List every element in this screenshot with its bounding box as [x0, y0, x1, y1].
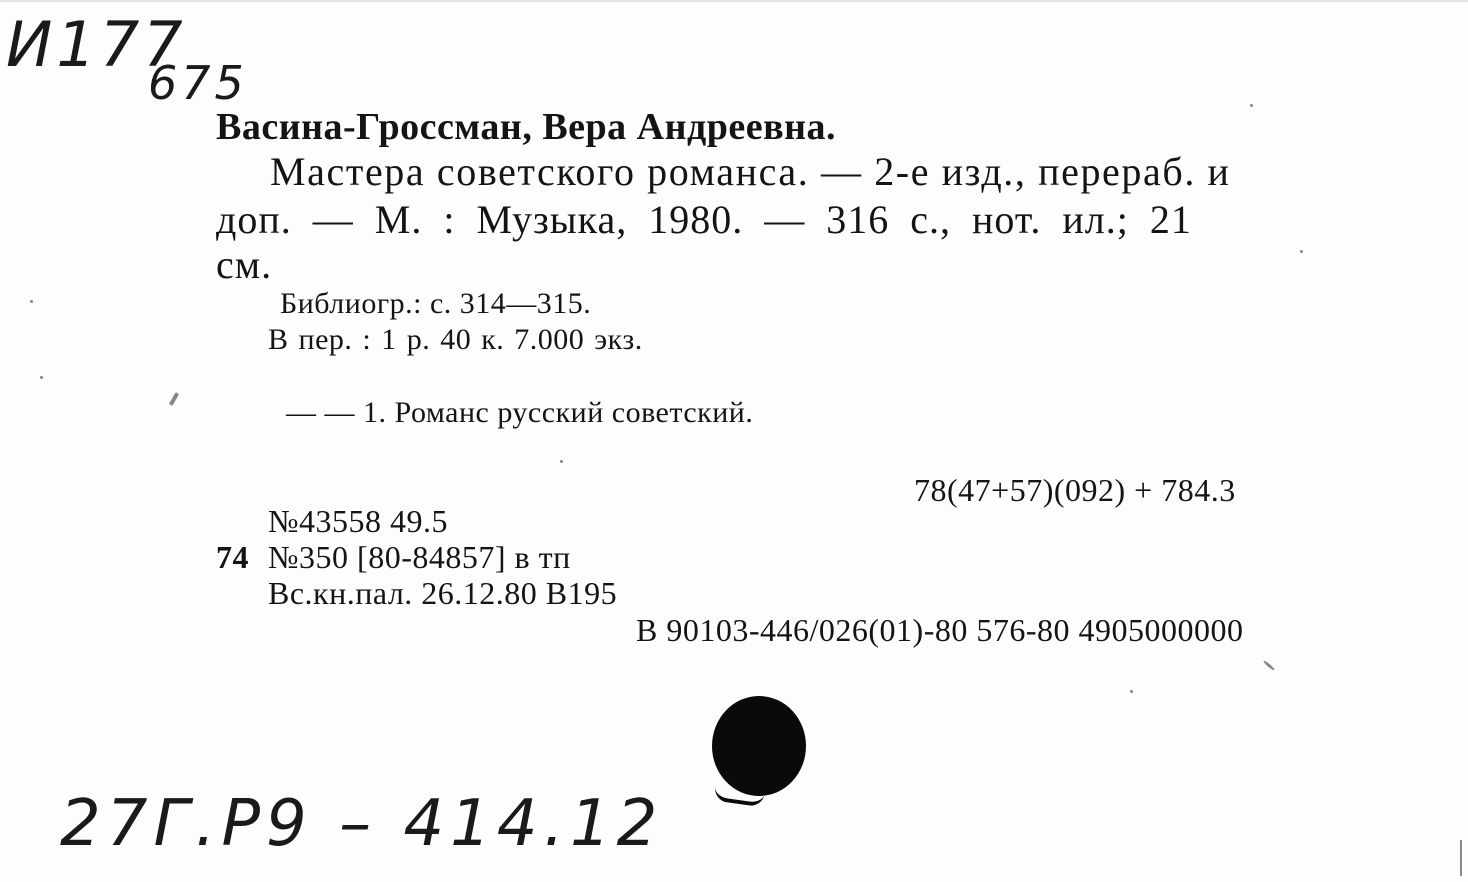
scan-speck — [1460, 840, 1462, 876]
title-line-2: доп. — М. : Музыка, 1980. — 316 с., нот. ил.; 21 — [216, 197, 1192, 242]
isbn-line: В 90103-446/026(01)-80 576-80 4905000000 — [636, 612, 1244, 648]
scan-speck — [1250, 104, 1253, 107]
handwritten-shelfmark-top: И177 — [6, 8, 187, 81]
author-heading: Васина-Гроссман, Вера Андреевна. — [216, 106, 837, 148]
bibliography-note: Библиогр.: с. 314—315. — [280, 287, 592, 320]
scan-speck — [1263, 660, 1276, 671]
scan-speck — [1130, 690, 1133, 693]
title-line-3: см. — [216, 242, 273, 287]
punch-hole — [712, 696, 806, 796]
scan-speck — [30, 300, 33, 303]
code-74: 74 — [216, 539, 249, 575]
subject-heading: — — 1. Романс русский советский. — [286, 396, 754, 429]
classification-index: 78(47+57)(092) + 784.3 — [914, 472, 1236, 508]
title-line-1: Мастера советского романса. — 2-е изд., перераб. и — [270, 149, 1231, 194]
handwritten-shelfmark-sub: 675 — [148, 56, 248, 110]
card-number: №43558 49.5 — [268, 503, 449, 539]
scan-speck — [560, 460, 563, 463]
book-chamber-line: Вс.кн.пал. 26.12.80 В195 — [268, 575, 618, 611]
scan-speck — [40, 376, 43, 379]
order-number: №350 [80-84857] в тп — [268, 539, 571, 575]
scan-speck — [169, 392, 179, 406]
scan-speck — [1300, 250, 1303, 253]
price-and-copies: В пер. : 1 р. 40 к. 7.000 экз. — [268, 323, 643, 356]
handwritten-code-bottom: 27Г.Р9 – 414.12 — [60, 787, 664, 861]
card-top-edge — [0, 0, 1468, 2]
